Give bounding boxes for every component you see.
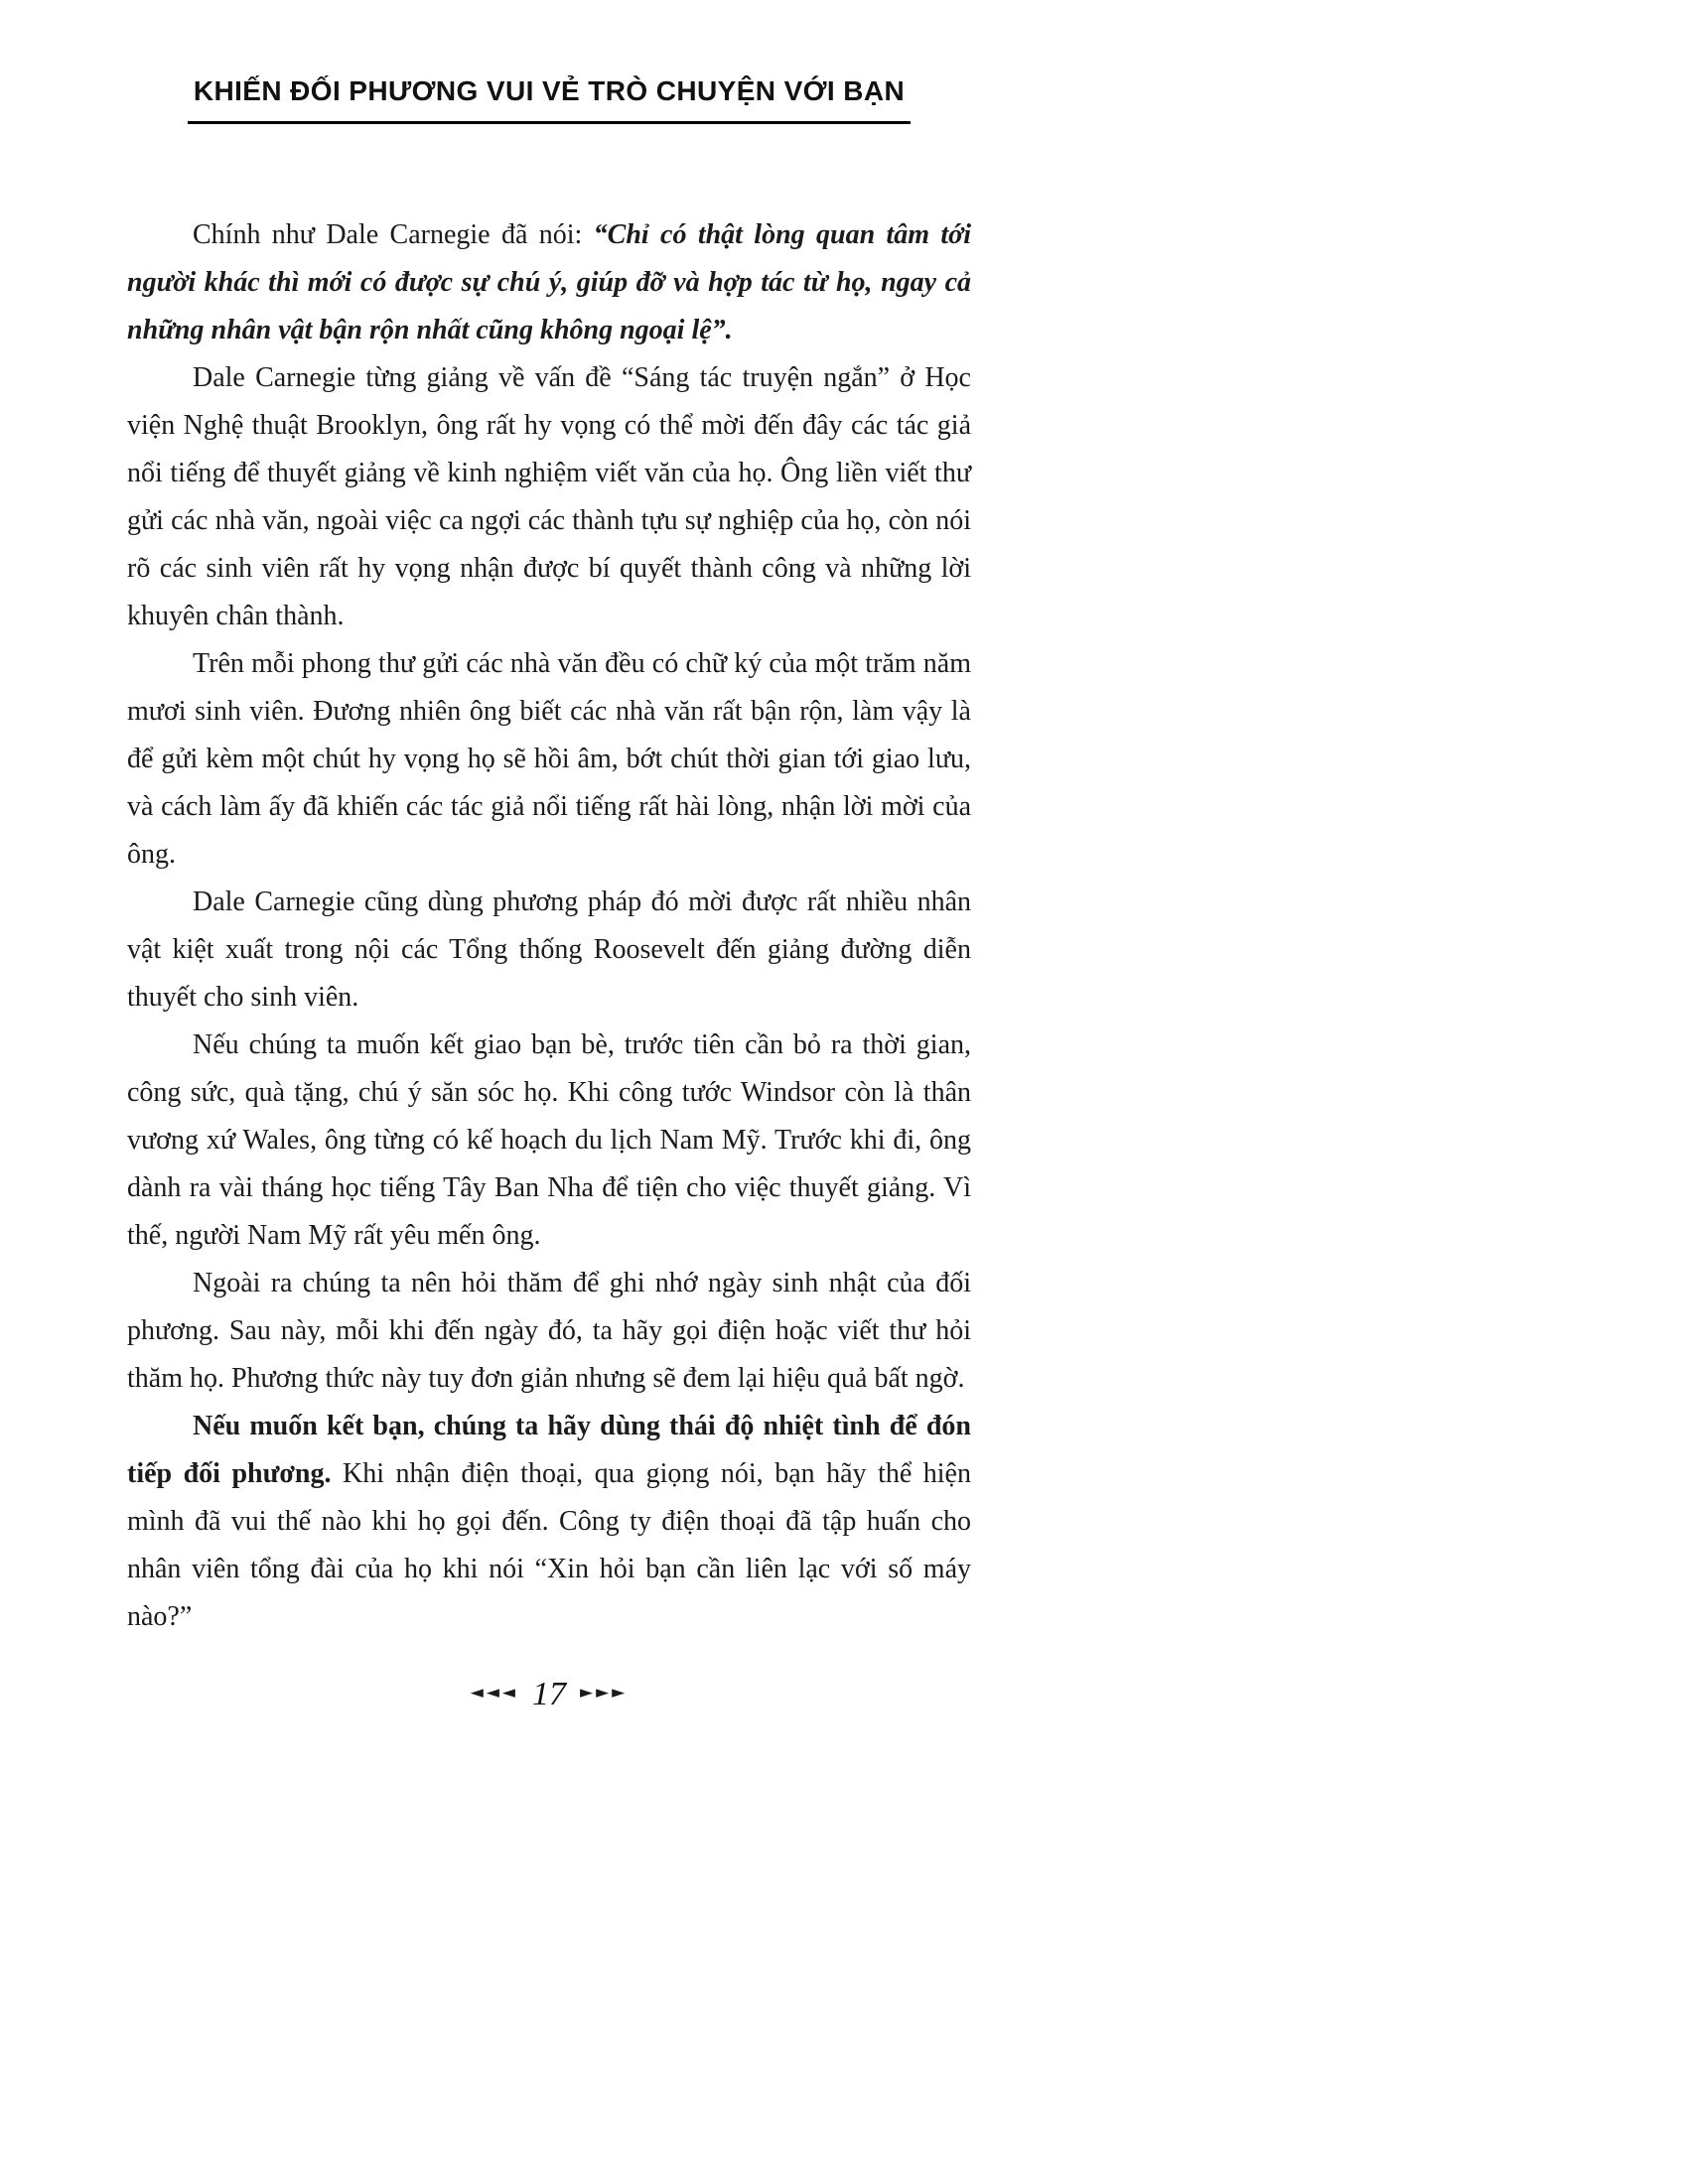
paragraph (127, 211, 971, 354)
paragraph (127, 879, 971, 1022)
page-number: 17 (532, 1676, 566, 1712)
paragraph-text: Nếu chúng ta muốn kết giao bạn bè, trước tiên cần bỏ ra thời gian, công sức, quà tặng, chú ý săn sóc họ. Khi công tước Windsor còn là thân vương xứ Wales, ông từng có kế hoạch du lịch Nam Mỹ. Trước khi đi, ông dành ra vài tháng học tiếng Tây Ban Nha để tiện cho việc thuyết giảng. Vì thế, người Nam Mỹ rất yêu mến ông. (127, 1029, 971, 1251)
running-head-title: KHIẾN ĐỐI PHƯƠNG VUI VẺ TRÒ CHUYỆN VỚI BẠN (188, 75, 911, 124)
paragraph (127, 1022, 971, 1260)
paragraph-text: Dale Carnegie cũng dùng phương pháp đó mời được rất nhiều nhân vật kiệt xuất trong nội các Tổng thống Roosevelt đến giảng đường diễn thuyết cho sinh viên. (127, 887, 971, 1013)
paragraph-text: Dale Carnegie từng giảng về vấn đề “Sáng tác truyện ngắn” ở Học viện Nghệ thuật Brooklyn, ông rất hy vọng có thể mời đến đây các tác giả nổi tiếng để thuyết giảng về kinh nghiệm viết văn của họ. Ông liền viết thư gửi các nhà văn, ngoài việc ca ngợi các thành tựu sự nghiệp của họ, còn nói rõ các sinh viên rất hy vọng nhận được bí quyết thành công và những lời khuyên chân thành. (127, 362, 971, 631)
running-head (127, 75, 971, 124)
right-arrows-icon: ►►► (580, 1683, 629, 1703)
paragraph-text: Ngoài ra chúng ta nên hỏi thăm để ghi nhớ ngày sinh nhật của đối phương. Sau này, mỗi khi đến ngày đó, ta hãy gọi điện hoặc viết thư hỏi thăm họ. Phương thức này tuy đơn giản nhưng sẽ đem lại hiệu quả bất ngờ. (127, 1268, 971, 1394)
lead-bold-text: Nếu muốn kết bạn, chúng ta hãy dùng thái độ nhiệt tình để đón tiếp đối phương. (127, 1411, 971, 1489)
left-arrows-icon: ◄◄◄ (470, 1683, 518, 1703)
paragraph-text: Trên mỗi phong thư gửi các nhà văn đều có chữ ký của một trăm năm mươi sinh viên. Đương nhiên ông biết các nhà văn rất bận rộn, làm vậy là để gửi kèm một chút hy vọng họ sẽ hồi âm, bớt chút thời gian tới giao lưu, và cách làm ấy đã khiến các tác giả nổi tiếng rất hài lòng, nhận lời mời của ông. (127, 648, 971, 870)
paragraph-text: Khi nhận điện thoại, qua giọng nói, bạn hãy thể hiện mình đã vui thế nào khi họ gọi đến. Công ty điện thoại đã tập huấn cho nhân viên tổng đài của họ khi nói “Xin hỏi bạn cần liên lạc với số máy nào?” (127, 1458, 971, 1632)
page-footer (127, 1676, 971, 1713)
paragraph-text: Chính như Dale Carnegie đã nói: (193, 219, 594, 250)
paragraph (127, 354, 971, 640)
paragraph (127, 1260, 971, 1403)
quote-bold-italic: “Chỉ có thật lòng quan tâm tới người khác thì mới có được sự chú ý, giúp đỡ và hợp tác từ họ, ngay cả những nhân vật bận rộn nhất cũng không ngoại lệ”. (127, 219, 971, 345)
body-text (127, 211, 971, 1641)
paragraph (127, 640, 971, 879)
page-content (127, 0, 971, 1641)
paragraph (127, 1403, 971, 1641)
